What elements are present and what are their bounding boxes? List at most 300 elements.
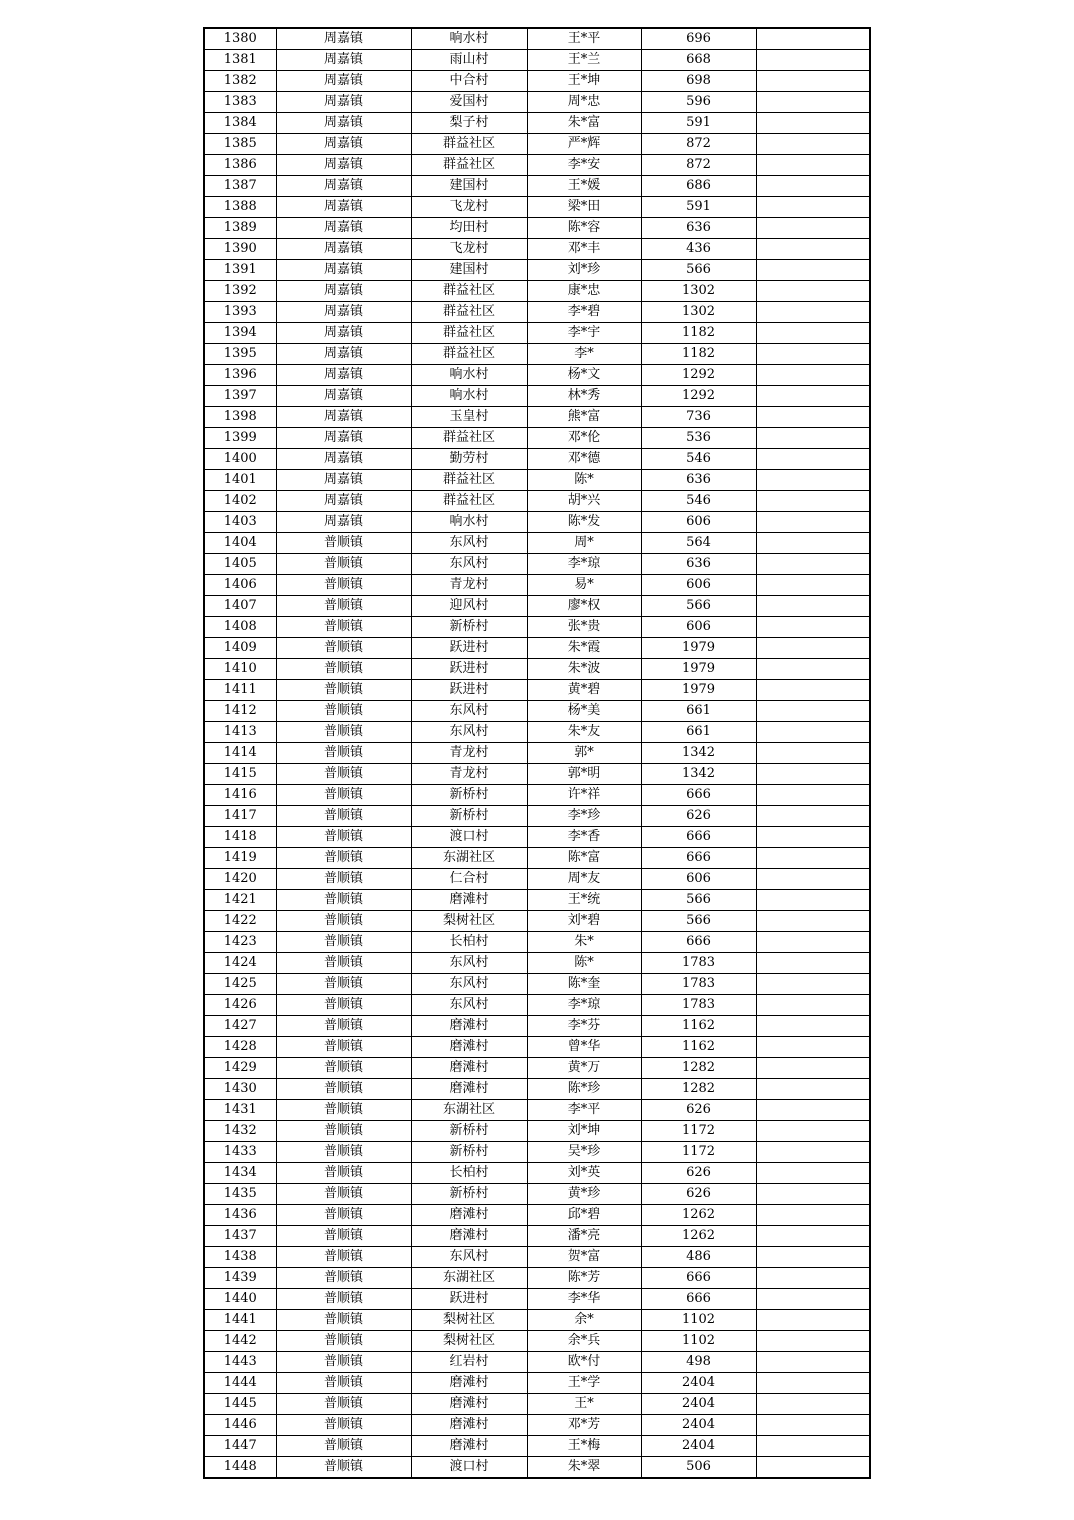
village-cell: 梨子村	[411, 113, 527, 134]
remark-cell	[756, 1289, 870, 1310]
row-number-cell: 1394	[204, 323, 276, 344]
village-cell: 群益社区	[411, 428, 527, 449]
remark-cell	[756, 50, 870, 71]
village-cell: 跃进村	[411, 659, 527, 680]
village-cell: 新桥村	[411, 1121, 527, 1142]
village-cell: 磨滩村	[411, 1079, 527, 1100]
amount-cell: 666	[641, 848, 756, 869]
remark-cell	[756, 890, 870, 911]
town-cell: 周嘉镇	[276, 176, 411, 197]
table-row	[204, 1373, 870, 1394]
remark-cell	[756, 1079, 870, 1100]
table-row	[204, 827, 870, 848]
table-row	[204, 1142, 870, 1163]
name-cell: 王*媛	[527, 176, 641, 197]
row-number-cell: 1415	[204, 764, 276, 785]
village-cell: 东风村	[411, 974, 527, 995]
row-number-cell: 1423	[204, 932, 276, 953]
row-number-cell: 1435	[204, 1184, 276, 1205]
row-number-cell: 1441	[204, 1310, 276, 1331]
amount-cell: 506	[641, 1457, 756, 1479]
remark-cell	[756, 386, 870, 407]
remark-cell	[756, 638, 870, 659]
name-cell: 邓*芳	[527, 1415, 641, 1436]
remark-cell	[756, 764, 870, 785]
row-number-cell: 1413	[204, 722, 276, 743]
village-cell: 中合村	[411, 71, 527, 92]
remark-cell	[756, 71, 870, 92]
table-row	[204, 491, 870, 512]
amount-cell: 1262	[641, 1226, 756, 1247]
row-number-cell: 1421	[204, 890, 276, 911]
town-cell: 普顺镇	[276, 953, 411, 974]
row-number-cell: 1446	[204, 1415, 276, 1436]
remark-cell	[756, 1247, 870, 1268]
table-row	[204, 785, 870, 806]
remark-cell	[756, 1184, 870, 1205]
name-cell: 严*辉	[527, 134, 641, 155]
village-cell: 东风村	[411, 554, 527, 575]
remark-cell	[756, 848, 870, 869]
village-cell: 迎风村	[411, 596, 527, 617]
row-number-cell: 1386	[204, 155, 276, 176]
amount-cell: 566	[641, 911, 756, 932]
town-cell: 周嘉镇	[276, 386, 411, 407]
name-cell: 贺*富	[527, 1247, 641, 1268]
remark-cell	[756, 701, 870, 722]
village-cell: 东风村	[411, 722, 527, 743]
village-cell: 渡口村	[411, 1457, 527, 1479]
table-row	[204, 1037, 870, 1058]
row-number-cell: 1445	[204, 1394, 276, 1415]
town-cell: 普顺镇	[276, 1415, 411, 1436]
row-number-cell: 1447	[204, 1436, 276, 1457]
row-number-cell: 1407	[204, 596, 276, 617]
town-cell: 周嘉镇	[276, 407, 411, 428]
table-row	[204, 953, 870, 974]
town-cell: 普顺镇	[276, 1226, 411, 1247]
remark-cell	[756, 596, 870, 617]
amount-cell: 2404	[641, 1373, 756, 1394]
remark-cell	[756, 932, 870, 953]
table-row	[204, 449, 870, 470]
amount-cell: 666	[641, 1268, 756, 1289]
amount-cell: 872	[641, 155, 756, 176]
row-number-cell: 1385	[204, 134, 276, 155]
remark-cell	[756, 281, 870, 302]
row-number-cell: 1400	[204, 449, 276, 470]
remark-cell	[756, 470, 870, 491]
amount-cell: 606	[641, 575, 756, 596]
amount-cell: 1292	[641, 386, 756, 407]
name-cell: 李*安	[527, 155, 641, 176]
town-cell: 普顺镇	[276, 1079, 411, 1100]
row-number-cell: 1433	[204, 1142, 276, 1163]
village-cell: 跃进村	[411, 1289, 527, 1310]
village-cell: 新桥村	[411, 1184, 527, 1205]
town-cell: 周嘉镇	[276, 239, 411, 260]
table-row	[204, 50, 870, 71]
remark-cell	[756, 1058, 870, 1079]
amount-cell: 636	[641, 218, 756, 239]
row-number-cell: 1406	[204, 575, 276, 596]
amount-cell: 591	[641, 197, 756, 218]
row-number-cell: 1392	[204, 281, 276, 302]
table-row	[204, 386, 870, 407]
town-cell: 普顺镇	[276, 638, 411, 659]
row-number-cell: 1402	[204, 491, 276, 512]
row-number-cell: 1422	[204, 911, 276, 932]
remark-cell	[756, 1205, 870, 1226]
amount-cell: 666	[641, 827, 756, 848]
village-cell: 群益社区	[411, 323, 527, 344]
name-cell: 易*	[527, 575, 641, 596]
row-number-cell: 1440	[204, 1289, 276, 1310]
table-row	[204, 617, 870, 638]
village-cell: 东湖社区	[411, 848, 527, 869]
amount-cell: 546	[641, 449, 756, 470]
town-cell: 周嘉镇	[276, 50, 411, 71]
row-number-cell: 1420	[204, 869, 276, 890]
amount-cell: 661	[641, 701, 756, 722]
town-cell: 周嘉镇	[276, 491, 411, 512]
village-cell: 青龙村	[411, 743, 527, 764]
remark-cell	[756, 533, 870, 554]
row-number-cell: 1409	[204, 638, 276, 659]
row-number-cell: 1408	[204, 617, 276, 638]
village-cell: 新桥村	[411, 1142, 527, 1163]
amount-cell: 1783	[641, 995, 756, 1016]
name-cell: 邓*德	[527, 449, 641, 470]
remark-cell	[756, 1037, 870, 1058]
name-cell: 邓*伦	[527, 428, 641, 449]
village-cell: 飞龙村	[411, 239, 527, 260]
town-cell: 普顺镇	[276, 1163, 411, 1184]
remark-cell	[756, 953, 870, 974]
remark-cell	[756, 92, 870, 113]
remark-cell	[756, 1121, 870, 1142]
town-cell: 普顺镇	[276, 869, 411, 890]
amount-cell: 668	[641, 50, 756, 71]
name-cell: 刘*珍	[527, 260, 641, 281]
town-cell: 周嘉镇	[276, 218, 411, 239]
remark-cell	[756, 1163, 870, 1184]
table-row	[204, 239, 870, 260]
town-cell: 普顺镇	[276, 1121, 411, 1142]
amount-cell: 1783	[641, 953, 756, 974]
name-cell: 李*平	[527, 1100, 641, 1121]
town-cell: 普顺镇	[276, 743, 411, 764]
remark-cell	[756, 1142, 870, 1163]
name-cell: 陈*发	[527, 512, 641, 533]
amount-cell: 666	[641, 932, 756, 953]
town-cell: 普顺镇	[276, 554, 411, 575]
row-number-cell: 1444	[204, 1373, 276, 1394]
remark-cell	[756, 617, 870, 638]
table-row	[204, 1100, 870, 1121]
row-number-cell: 1391	[204, 260, 276, 281]
village-cell: 梨树社区	[411, 1331, 527, 1352]
village-cell: 群益社区	[411, 302, 527, 323]
remark-cell	[756, 659, 870, 680]
village-cell: 磨滩村	[411, 1037, 527, 1058]
row-number-cell: 1380	[204, 28, 276, 50]
table-row	[204, 197, 870, 218]
village-cell: 磨滩村	[411, 1436, 527, 1457]
table-row	[204, 869, 870, 890]
row-number-cell: 1429	[204, 1058, 276, 1079]
village-cell: 群益社区	[411, 470, 527, 491]
table-row	[204, 344, 870, 365]
remark-cell	[756, 554, 870, 575]
table-row	[204, 932, 870, 953]
row-number-cell: 1437	[204, 1226, 276, 1247]
amount-cell: 1162	[641, 1016, 756, 1037]
village-cell: 磨滩村	[411, 890, 527, 911]
remark-cell	[756, 491, 870, 512]
amount-cell: 566	[641, 890, 756, 911]
name-cell: 周*	[527, 533, 641, 554]
remark-cell	[756, 176, 870, 197]
table-row	[204, 1310, 870, 1331]
amount-cell: 591	[641, 113, 756, 134]
amount-cell: 1292	[641, 365, 756, 386]
row-number-cell: 1399	[204, 428, 276, 449]
row-number-cell: 1434	[204, 1163, 276, 1184]
town-cell: 普顺镇	[276, 701, 411, 722]
name-cell: 李*宇	[527, 323, 641, 344]
table-row	[204, 722, 870, 743]
row-number-cell: 1401	[204, 470, 276, 491]
row-number-cell: 1431	[204, 1100, 276, 1121]
amount-cell: 566	[641, 596, 756, 617]
row-number-cell: 1383	[204, 92, 276, 113]
remark-cell	[756, 239, 870, 260]
remark-cell	[756, 113, 870, 134]
name-cell: 王*学	[527, 1373, 641, 1394]
village-cell: 青龙村	[411, 764, 527, 785]
village-cell: 东风村	[411, 995, 527, 1016]
name-cell: 陈*奎	[527, 974, 641, 995]
table-row	[204, 428, 870, 449]
town-cell: 普顺镇	[276, 911, 411, 932]
table-row	[204, 701, 870, 722]
table-row	[204, 911, 870, 932]
remark-cell	[756, 218, 870, 239]
name-cell: 王*梅	[527, 1436, 641, 1457]
table-row	[204, 1016, 870, 1037]
row-number-cell: 1430	[204, 1079, 276, 1100]
table-row	[204, 134, 870, 155]
town-cell: 普顺镇	[276, 1268, 411, 1289]
table-row	[204, 1163, 870, 1184]
amount-cell: 1182	[641, 344, 756, 365]
remark-cell	[756, 28, 870, 50]
table-row	[204, 1226, 870, 1247]
name-cell: 余*	[527, 1310, 641, 1331]
name-cell: 王*平	[527, 28, 641, 50]
row-number-cell: 1439	[204, 1268, 276, 1289]
table-row	[204, 1394, 870, 1415]
table-row	[204, 995, 870, 1016]
amount-cell: 546	[641, 491, 756, 512]
row-number-cell: 1405	[204, 554, 276, 575]
name-cell: 刘*坤	[527, 1121, 641, 1142]
town-cell: 普顺镇	[276, 806, 411, 827]
amount-cell: 1783	[641, 974, 756, 995]
remark-cell	[756, 575, 870, 596]
name-cell: 杨*美	[527, 701, 641, 722]
name-cell: 廖*权	[527, 596, 641, 617]
amount-cell: 1102	[641, 1331, 756, 1352]
name-cell: 邓*丰	[527, 239, 641, 260]
village-cell: 磨滩村	[411, 1205, 527, 1226]
name-cell: 陈*容	[527, 218, 641, 239]
town-cell: 周嘉镇	[276, 71, 411, 92]
name-cell: 黄*万	[527, 1058, 641, 1079]
amount-cell: 1342	[641, 764, 756, 785]
name-cell: 王*	[527, 1394, 641, 1415]
amount-cell: 626	[641, 1100, 756, 1121]
amount-cell: 498	[641, 1352, 756, 1373]
town-cell: 普顺镇	[276, 1058, 411, 1079]
name-cell: 朱*友	[527, 722, 641, 743]
row-number-cell: 1384	[204, 113, 276, 134]
name-cell: 张*贵	[527, 617, 641, 638]
town-cell: 周嘉镇	[276, 197, 411, 218]
town-cell: 周嘉镇	[276, 428, 411, 449]
table-row	[204, 260, 870, 281]
remark-cell	[756, 302, 870, 323]
amount-cell: 2404	[641, 1394, 756, 1415]
remark-cell	[756, 743, 870, 764]
name-cell: 余*兵	[527, 1331, 641, 1352]
row-number-cell: 1411	[204, 680, 276, 701]
village-cell: 群益社区	[411, 134, 527, 155]
town-cell: 普顺镇	[276, 722, 411, 743]
town-cell: 周嘉镇	[276, 323, 411, 344]
amount-cell: 626	[641, 1163, 756, 1184]
table-row	[204, 1268, 870, 1289]
town-cell: 普顺镇	[276, 1205, 411, 1226]
amount-cell: 661	[641, 722, 756, 743]
remark-cell	[756, 995, 870, 1016]
name-cell: 欧*付	[527, 1352, 641, 1373]
row-number-cell: 1418	[204, 827, 276, 848]
village-cell: 磨滩村	[411, 1016, 527, 1037]
remark-cell	[756, 155, 870, 176]
name-cell: 刘*碧	[527, 911, 641, 932]
name-cell: 黄*碧	[527, 680, 641, 701]
name-cell: 李*华	[527, 1289, 641, 1310]
remark-cell	[756, 428, 870, 449]
amount-cell: 1302	[641, 302, 756, 323]
village-cell: 长柏村	[411, 932, 527, 953]
village-cell: 青龙村	[411, 575, 527, 596]
town-cell: 普顺镇	[276, 533, 411, 554]
row-number-cell: 1427	[204, 1016, 276, 1037]
amount-cell: 1102	[641, 1310, 756, 1331]
town-cell: 普顺镇	[276, 1247, 411, 1268]
roster-body	[204, 28, 870, 1478]
table-row	[204, 533, 870, 554]
village-cell: 跃进村	[411, 638, 527, 659]
table-row	[204, 890, 870, 911]
amount-cell: 626	[641, 1184, 756, 1205]
remark-cell	[756, 722, 870, 743]
name-cell: 杨*文	[527, 365, 641, 386]
table-row	[204, 974, 870, 995]
town-cell: 周嘉镇	[276, 281, 411, 302]
table-row	[204, 1205, 870, 1226]
table-row	[204, 176, 870, 197]
amount-cell: 872	[641, 134, 756, 155]
remark-cell	[756, 1457, 870, 1479]
village-cell: 仁合村	[411, 869, 527, 890]
town-cell: 周嘉镇	[276, 365, 411, 386]
amount-cell: 566	[641, 260, 756, 281]
row-number-cell: 1448	[204, 1457, 276, 1479]
town-cell: 周嘉镇	[276, 28, 411, 50]
village-cell: 群益社区	[411, 491, 527, 512]
name-cell: 陈*珍	[527, 1079, 641, 1100]
village-cell: 建国村	[411, 176, 527, 197]
town-cell: 普顺镇	[276, 1394, 411, 1415]
remark-cell	[756, 1331, 870, 1352]
table-row	[204, 470, 870, 491]
village-cell: 建国村	[411, 260, 527, 281]
remark-cell	[756, 1310, 870, 1331]
town-cell: 普顺镇	[276, 596, 411, 617]
town-cell: 周嘉镇	[276, 470, 411, 491]
row-number-cell: 1414	[204, 743, 276, 764]
roster-table	[203, 27, 871, 1479]
row-number-cell: 1416	[204, 785, 276, 806]
name-cell: 王*坤	[527, 71, 641, 92]
village-cell: 飞龙村	[411, 197, 527, 218]
table-row	[204, 638, 870, 659]
remark-cell	[756, 1226, 870, 1247]
amount-cell: 606	[641, 869, 756, 890]
row-number-cell: 1432	[204, 1121, 276, 1142]
village-cell: 东风村	[411, 953, 527, 974]
town-cell: 普顺镇	[276, 848, 411, 869]
town-cell: 普顺镇	[276, 617, 411, 638]
village-cell: 东风村	[411, 1247, 527, 1268]
village-cell: 响水村	[411, 28, 527, 50]
row-number-cell: 1404	[204, 533, 276, 554]
name-cell: 李*芬	[527, 1016, 641, 1037]
name-cell: 李*琼	[527, 995, 641, 1016]
row-number-cell: 1442	[204, 1331, 276, 1352]
town-cell: 周嘉镇	[276, 113, 411, 134]
amount-cell: 1182	[641, 323, 756, 344]
row-number-cell: 1424	[204, 953, 276, 974]
name-cell: 潘*亮	[527, 1226, 641, 1247]
village-cell: 梨树社区	[411, 1310, 527, 1331]
row-number-cell: 1428	[204, 1037, 276, 1058]
amount-cell: 2404	[641, 1436, 756, 1457]
table-row	[204, 1352, 870, 1373]
name-cell: 胡*兴	[527, 491, 641, 512]
town-cell: 普顺镇	[276, 575, 411, 596]
table-row	[204, 806, 870, 827]
row-number-cell: 1398	[204, 407, 276, 428]
remark-cell	[756, 260, 870, 281]
name-cell: 郭*	[527, 743, 641, 764]
village-cell: 跃进村	[411, 680, 527, 701]
village-cell: 群益社区	[411, 281, 527, 302]
